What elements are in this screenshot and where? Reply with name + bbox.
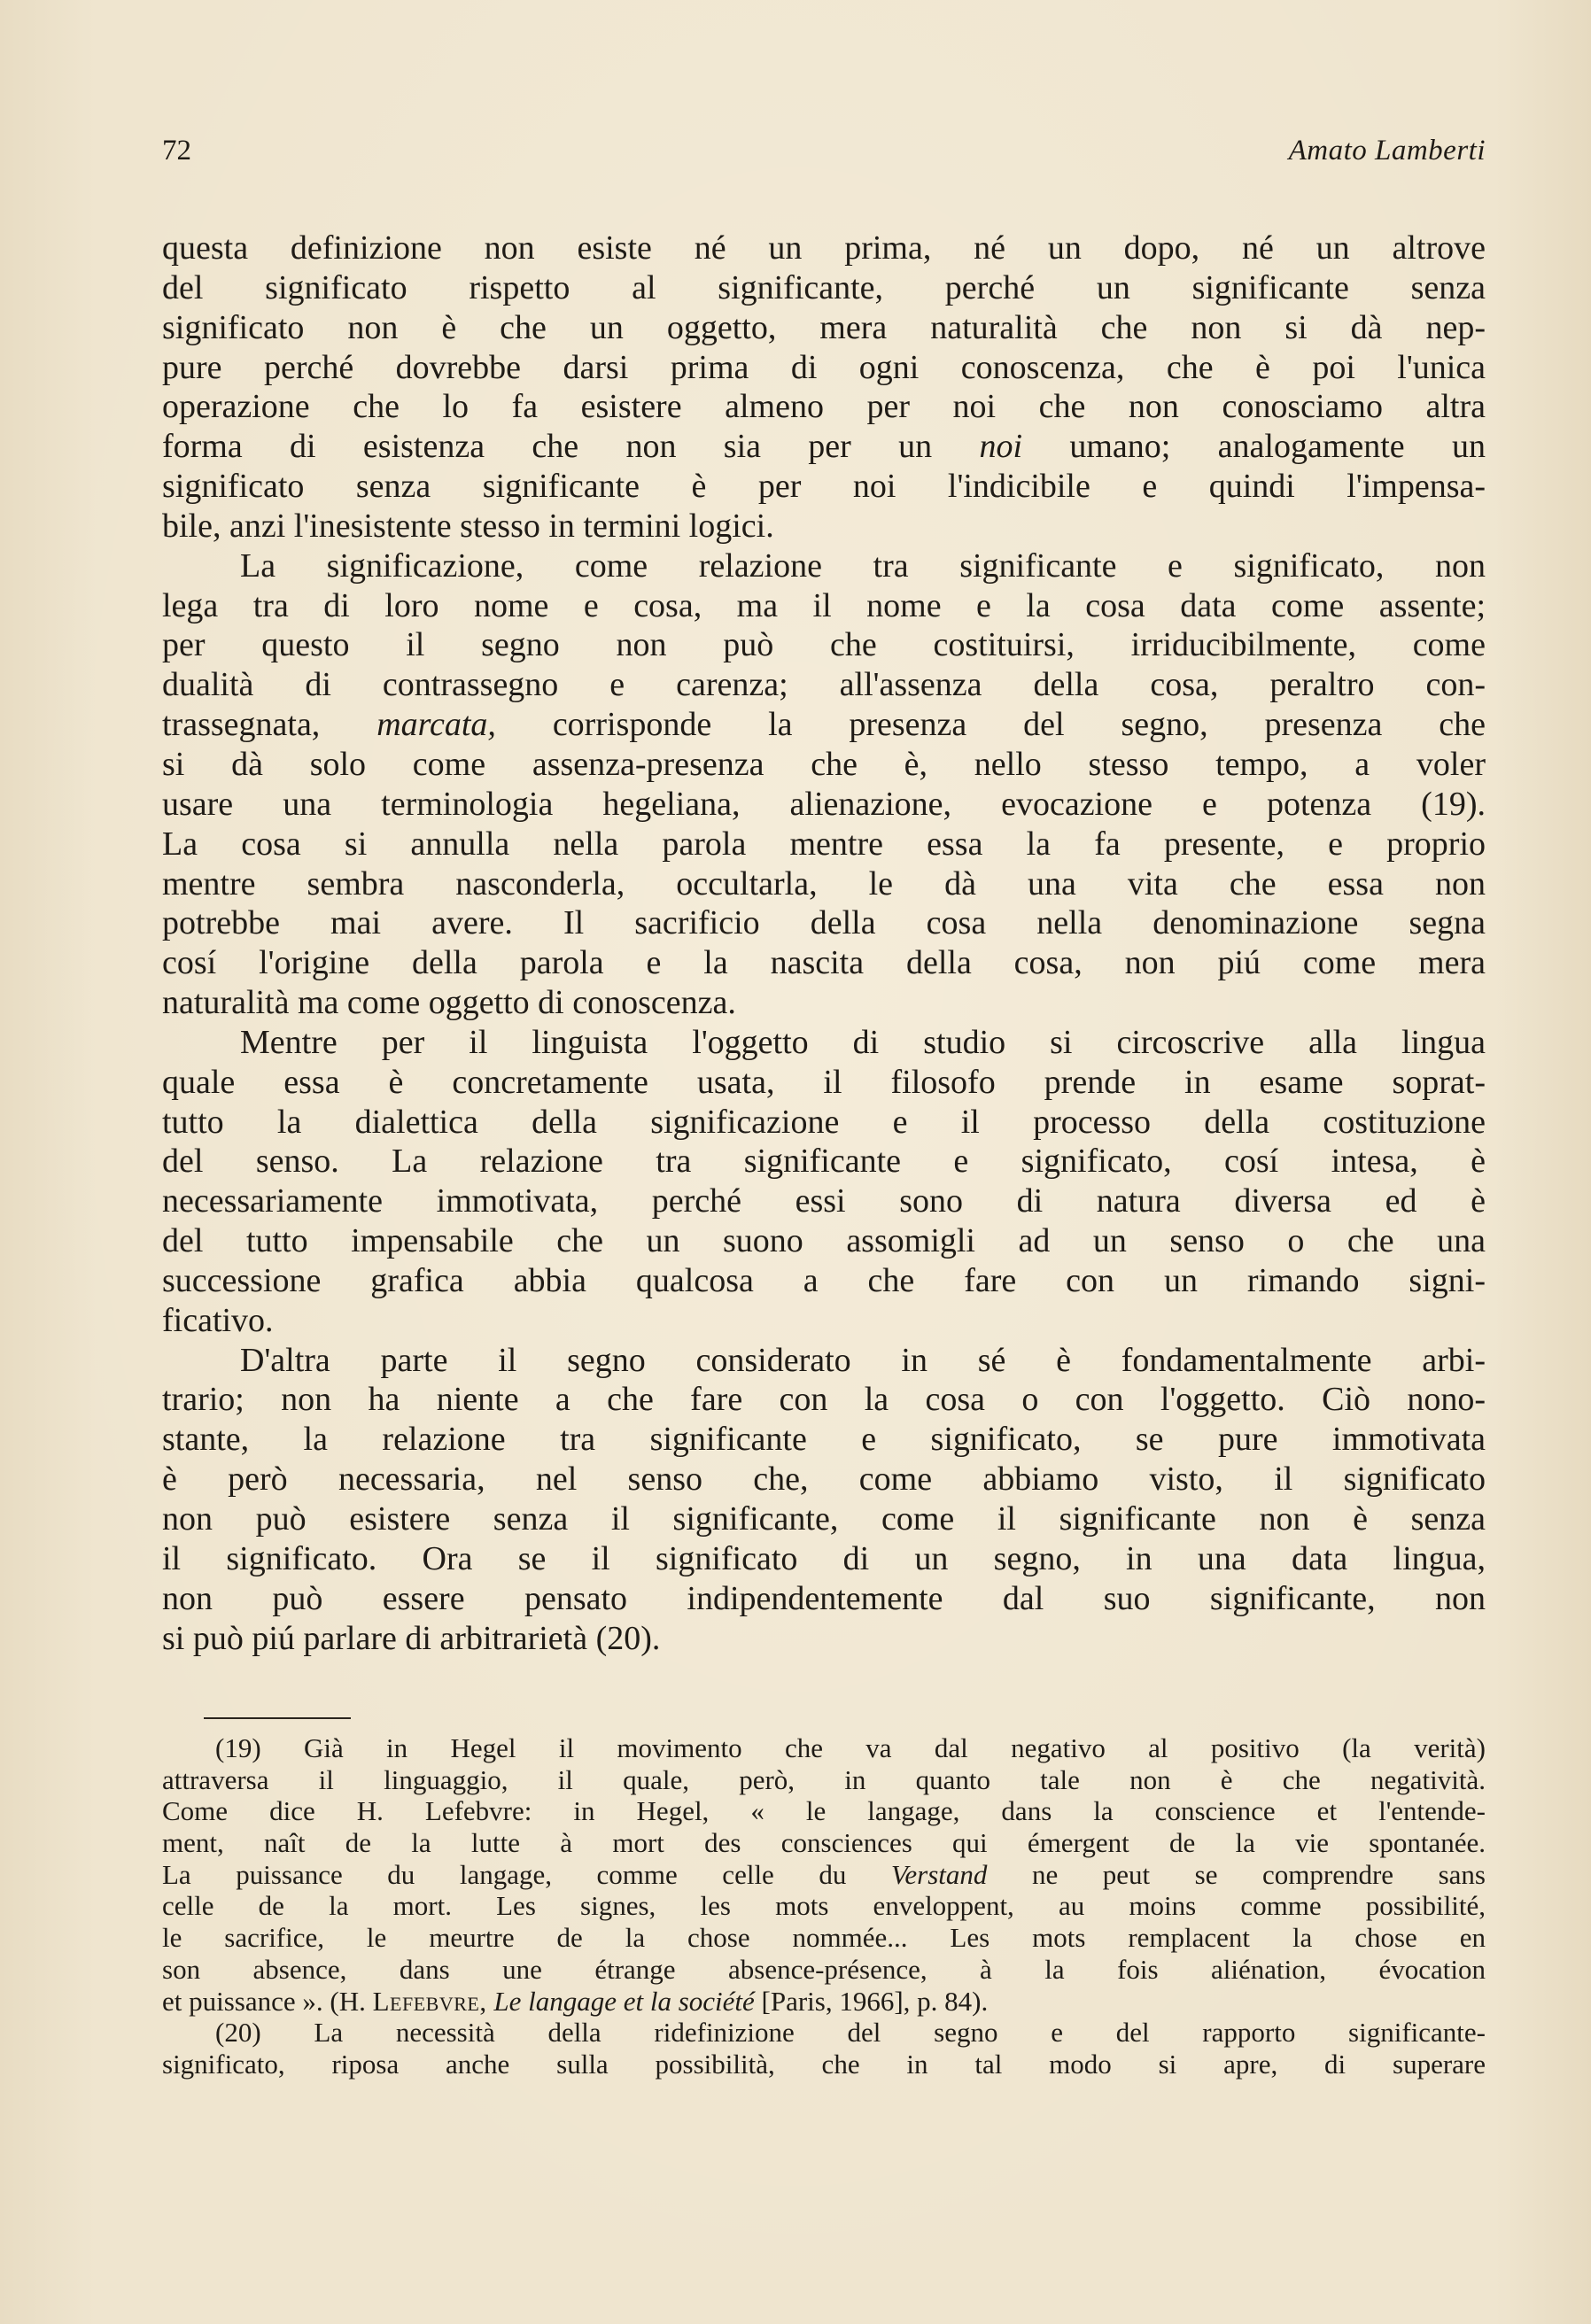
footnote-19-first-line: (19) Già in Hegel il movimento che va dal negativo al positivo (la verità) [215, 1732, 1486, 1763]
footnote-line: Come dice H. Lefebvre: in Hegel, « le langage, dans la conscience et l'entende- [162, 1795, 1486, 1827]
text-line: il significato. Ora se il significato di un segno, in una data lingua, [162, 1539, 1486, 1577]
text-line: operazione che lo fa esistere almeno per noi che non conosciamo altra [162, 388, 1486, 426]
text-line: lega tra di loro nome e cosa, ma il nome e la cosa data come assente; [162, 586, 1486, 624]
text-line [162, 705, 1486, 745]
footnote-line [162, 1859, 1486, 1891]
text-line: si dà solo come assenza-presenza che è, nello stesso tempo, a voler [162, 745, 1486, 783]
text-line: La cosa si annulla nella parola mentre essa la fa presente, e proprio [162, 825, 1486, 863]
page-number: 72 [162, 135, 191, 167]
footnote-line: ment, naît de la lutte à mort des consciences qui émergent de la vie spontanée. [162, 1827, 1486, 1859]
text-line: questa definizione non esiste né un prima, né un dopo, né un altrove [162, 229, 1486, 267]
text-segment: [Paris, 1966], p. 84). [754, 1985, 989, 2017]
text-line: per questo il segno non può che costituirsi, irriducibilmente, come [162, 626, 1486, 664]
text-line [162, 427, 1486, 467]
paragraph-first-line: La significazione, come relazione tra significante e significato, non [240, 546, 1486, 585]
text-line: trario; non ha niente a che fare con la cosa o con l'oggetto. Ciò nono- [162, 1381, 1486, 1419]
text-line: è però necessaria, nel senso che, come abbiamo visto, il significato [162, 1460, 1486, 1499]
text-line: del significato rispetto al significante, perché un significante senza [162, 268, 1486, 306]
footnotes [162, 1732, 1486, 2080]
text-line: ficativo. [162, 1301, 274, 1339]
italic-word: marcata, [376, 706, 496, 744]
text-line: non può essere pensato indipendentemente dal suo significante, non [162, 1579, 1486, 1617]
running-head [162, 131, 1486, 170]
text-line: del tutto impensabile che un suono assomigli ad un senso o che una [162, 1222, 1486, 1260]
running-head-author: Amato Lamberti [1288, 135, 1486, 167]
main-text [162, 229, 1486, 1658]
text-segment: forma di esistenza che non sia per un [162, 428, 980, 466]
text-segment: et puissance ». (H. [162, 1985, 373, 2017]
text-line: non può esistere senza il significante, come il significante non è senza [162, 1500, 1486, 1538]
text-segment: corrisponde la presenza del segno, presenza che [495, 706, 1486, 744]
footnote-line: celle de la mort. Les signes, les mots enveloppent, au moins comme possibilité, [162, 1890, 1486, 1922]
paragraph-first-line: D'altra parte il segno considerato in sé è fondamentalmente arbi- [240, 1341, 1486, 1379]
text-line: naturalità ma come oggetto di conoscenza. [162, 984, 736, 1022]
text-segment: umano; analogamente un [1022, 428, 1486, 466]
text-line: pure perché dovrebbe darsi prima di ogni conoscenza, che è poi l'unica [162, 348, 1486, 386]
italic-word: noi [979, 428, 1023, 466]
text-segment: trassegnata, [162, 706, 377, 744]
text-line: quale essa è concretamente usata, il filosofo prende in esame soprat- [162, 1063, 1486, 1101]
footnote-separator [204, 1717, 351, 1719]
footnote-line: le sacrifice, le meurtre de la chose nommée... Les mots remplacent la chose en [162, 1922, 1486, 1954]
text-line: stante, la relazione tra significante e significato, se pure immotivata [162, 1421, 1486, 1459]
text-line: usare una terminologia hegeliana, alienazione, evocazione e potenza (19). [162, 785, 1486, 823]
text-line: potrebbe mai avere. Il sacrificio della cosa nella denominazione segna [162, 904, 1486, 942]
text-line: bile, anzi l'inesistente stesso in termini logici. [162, 507, 774, 545]
text-segment: ne peut se comprendre sans [987, 1858, 1486, 1890]
text-line: cosí l'origine della parola e la nascita della cosa, non piú come mera [162, 944, 1486, 982]
text-line: mentre sembra nasconderla, occultarla, le dà una vita che essa non [162, 864, 1486, 902]
footnote-line: attraversa il linguaggio, il quale, però, in quanto tale non è che negatività. [162, 1763, 1486, 1795]
text-line: successione grafica abbia qualcosa a che fare con un rimando signi- [162, 1261, 1486, 1299]
author-smallcaps: Lefebvre, [372, 1985, 487, 2017]
text-line: dualità di contrassegno e carenza; all'assenza della cosa, peraltro con- [162, 666, 1486, 704]
text-line: necessariamente immotivata, perché essi sono di natura diversa ed è [162, 1182, 1486, 1220]
text-line: significato non è che un oggetto, mera naturalità che non si dà nep- [162, 308, 1486, 346]
footnote-line: son absence, dans une étrange absence-présence, à la fois aliénation, évocation [162, 1953, 1486, 1985]
text-line: si può piú parlare di arbitrarietà (20). [162, 1619, 661, 1657]
text-line: significato senza significante è per noi l'indicibile e quindi l'impensa- [162, 468, 1486, 506]
footnote-citation-line [162, 1986, 1486, 2018]
book-title: Le langage et la société [486, 1985, 755, 2017]
italic-word: Verstand [890, 1858, 988, 1890]
footnote-20-first-line: (20) La necessità della ridefinizione del segno e del rapporto significante- [215, 2017, 1486, 2049]
footnote-line: significato, riposa anche sulla possibilità, che in tal modo si apre, di superare [162, 2048, 1486, 2080]
text-line: tutto la dialettica della significazione e il processo della costituzione [162, 1103, 1486, 1141]
text-segment: La puissance du langage, comme celle du [162, 1858, 891, 1890]
text-line: del senso. La relazione tra significante e significato, cosí intesa, è [162, 1143, 1486, 1181]
paragraph-first-line: Mentre per il linguista l'oggetto di studio si circoscrive alla lingua [240, 1023, 1486, 1061]
